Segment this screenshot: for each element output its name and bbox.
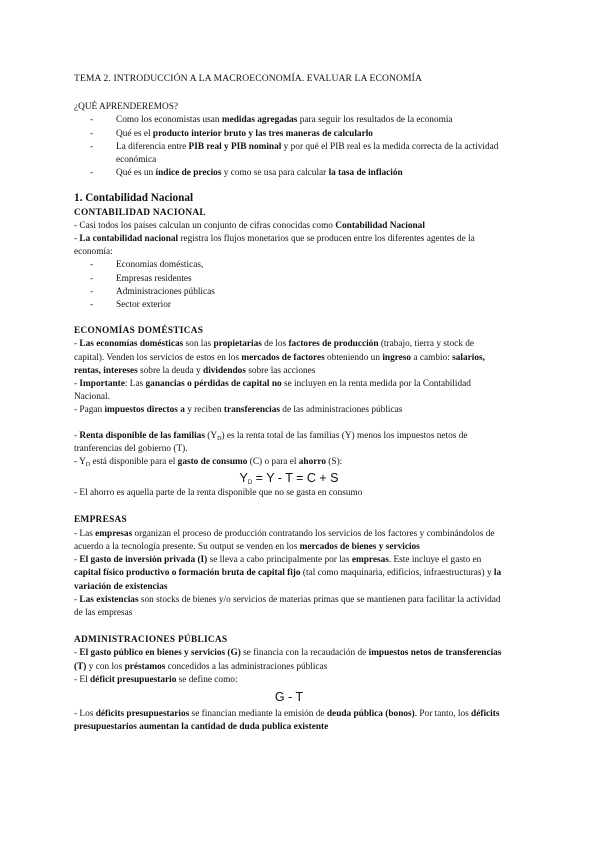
- paragraph: - El gasto público en bienes y servicios (G) se financia con la recaudación de impuestos netos de transferencias (T) y con los préstamos concedidos a las administraciones públicas: [74, 648, 502, 672]
- deficit-equation: G - T: [274, 689, 304, 704]
- subheading-administraciones: ADMINISTRACIONES PÚBLICAS: [74, 635, 228, 646]
- paragraph: - Pagan impuestos directos a y reciben transferencias de las administraciones públicas: [74, 405, 403, 416]
- aprenderemos-heading: ¿QUÉ APRENDEREMOS?: [74, 102, 179, 113]
- paragraph: - Las existencias son stocks de bienes y/o servicios de materias primas que se mantienen para facilitar la actividad de las empresas: [74, 594, 501, 618]
- disposable-income-equation: $Y_D = Y - T = C + S$: [239, 471, 339, 487]
- paragraph: - El déficit presupuestario se define como:: [74, 674, 238, 685]
- list-item: - Como los economistas usan medidas agregadas para seguir los resultados de la economía: [74, 114, 504, 127]
- list-item: - Qué es un índice de precios y como se usa para calcular la tasa de inflación: [74, 167, 504, 180]
- section-economias: [74, 325, 504, 500]
- document-title: TEMA 2. INTRODUCCIÓN A LA MACROECONOMÍA. EVALUAR LA ECONOMÍA: [74, 73, 423, 84]
- paragraph: - El ahorro es aquella parte de la renta disponible que no se gasta en consumo: [74, 488, 363, 499]
- agents-list: [74, 259, 504, 312]
- section-administraciones: [74, 634, 504, 734]
- paragraph: - $Y_D$ está disponible para el gasto de consumo (C) o para el ahorro (S):: [74, 457, 343, 469]
- subheading-empresas: EMPRESAS: [74, 515, 128, 526]
- list-item: - Qué es el producto interior bruto y las tres maneras de calcularlo: [74, 128, 504, 141]
- list-item: - La diferencia entre PIB real y PIB nominal y por qué el PIB real es la medida correcta de la actividad económica: [74, 141, 504, 167]
- document-page: [74, 72, 504, 734]
- aprenderemos-list: [74, 114, 504, 180]
- list-item: - Empresas residentes: [74, 273, 504, 286]
- paragraph: - Los déficits presupuestarios se financian mediante la emisión de deuda pública (bonos). Por tanto, los déficits presupuestarios aumentan la cantidad de duda publica existente: [74, 708, 500, 733]
- paragraph: - El gasto de inversión privada (I) se lleva a cabo principalmente por las empresas. Este incluye el gasto en capital físico productivo o formación bruta de capital fijo (tal como maquinaria, edificios, infraestructuras) y la variación de existencias: [74, 555, 502, 592]
- paragraph: - Las empresas organizan el proceso de producción contratando los servicios de los factores y combinándolos de acuerdo a la tecnología presente. Su output se venden en los mercados de bienes y servicios: [74, 528, 495, 552]
- list-item: - Economías domésticas,: [74, 259, 504, 272]
- section-empresas: [74, 514, 504, 620]
- paragraph: - Importante: Las ganancias o pérdidas de capital no se incluyen en la renta medida por la Contabilidad Nacional.: [74, 379, 471, 403]
- paragraph: - Casi todos los países calculan un conjunto de cifras conocidas como Contabilidad Nacional: [74, 220, 425, 231]
- list-item: - Sector exterior: [74, 299, 504, 312]
- paragraph: - La contabilidad nacional registra los flujos monetarios que se producen entre los diferentes agentes de la economía:: [74, 234, 475, 258]
- section-heading-contabilidad: 1. Contabilidad Nacional: [74, 192, 194, 205]
- subheading-economias: ECONOMÍAS DOMÉSTICAS: [74, 326, 204, 337]
- subheading-contabilidad: CONTABILIDAD NACIONAL: [74, 207, 206, 218]
- list-item: - Administraciones públicas: [74, 286, 504, 299]
- paragraph: - Las economías domésticas son las propietarias de los factores de producción (trabajo, tierra y stock de capital). Venden los servicios de estos en los mercados de factores obteniendo un ingreso a cambio: salarios, rentas, intereses sobre la deuda y dividendos sobre las acciones: [74, 339, 485, 376]
- paragraph: - Renta disponible de las familias $(Y_D)$ es la renta total de las familias (Y) menos los impuestos netos de tranferencias del gobierno (T).: [74, 430, 468, 454]
